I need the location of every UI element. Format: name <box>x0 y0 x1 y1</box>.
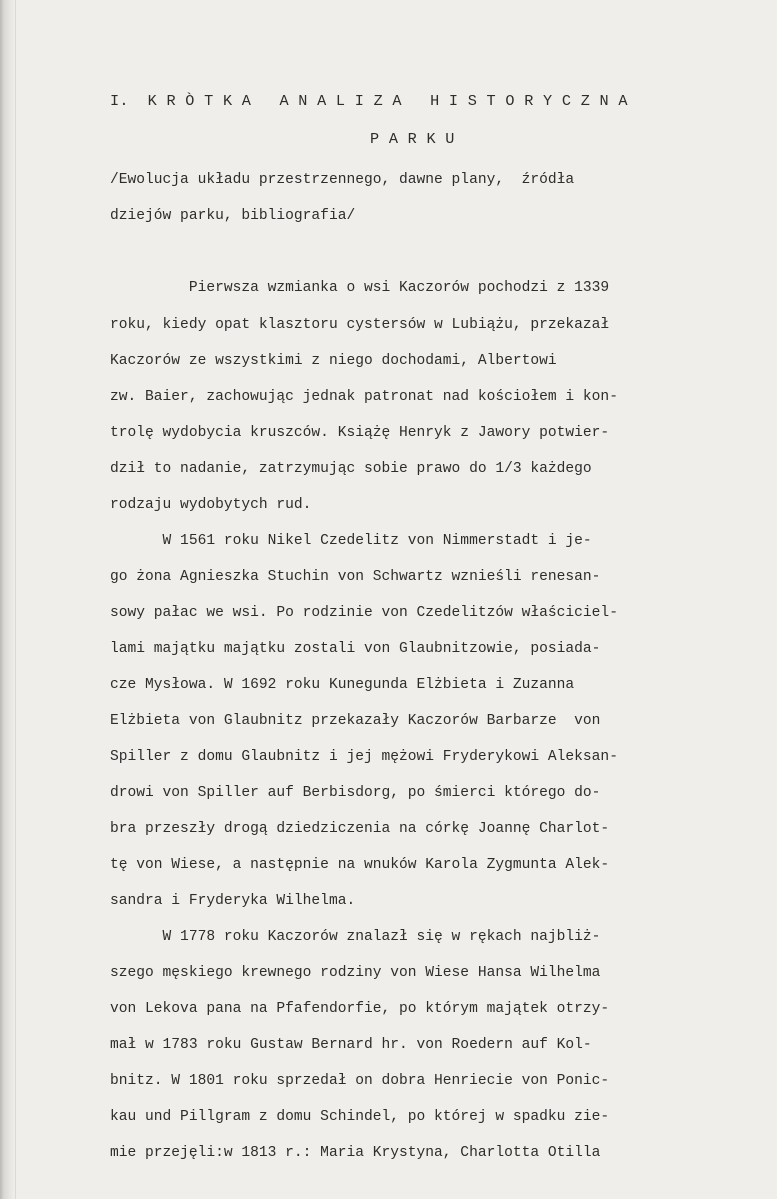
body-line: sowy pałac we wsi. Po rodzinie von Czedelitzów właściciel- <box>110 605 618 621</box>
body-line: cze Mysłowa. W 1692 roku Kunegunda Elżbieta i Zuzanna <box>110 677 575 693</box>
body-line: dził to nadanie, zatrzymując sobie prawo do 1/3 każdego <box>110 461 592 477</box>
body-line: zw. Baier, zachowując jednak patronat nad kościołem i kon- <box>110 389 618 405</box>
body-line: von Lekova pana na Pfafendorfie, po którym majątek otrzy- <box>110 1001 610 1017</box>
body-line: Kaczorów ze wszystkimi z niego dochodami, Albertowi <box>110 353 557 369</box>
subtitle-line: dziejów parku, bibliografia/ <box>110 208 356 224</box>
body-line: mie przejęli:w 1813 r.: Maria Krystyna, Charlotta Otilla <box>110 1145 601 1161</box>
body-line: drowi von Spiller auf Berbisdorg, po śmierci którego do- <box>110 785 601 801</box>
body-line: mał w 1783 roku Gustaw Bernard hr. von Roedern auf Kol- <box>110 1037 592 1053</box>
body-line: szego męskiego krewnego rodziny von Wiese Hansa Wilhelma <box>110 965 601 981</box>
body-line: Spiller z domu Glaubnitz i jej mężowi Fryderykowi Aleksan- <box>110 749 618 765</box>
chapter-title-continued: P A R K U <box>370 130 455 148</box>
body-line: lami majątku majątku zostali von Glaubnitzowie, posiada- <box>110 641 601 657</box>
body-line: W 1561 roku Nikel Czedelitz von Nimmerstadt i je- <box>110 533 592 549</box>
body-line: sandra i Fryderyka Wilhelma. <box>110 893 356 909</box>
body-line: tę von Wiese, a następnie na wnuków Karola Zygmunta Alek- <box>110 857 610 873</box>
body-line: Elżbieta von Glaubnitz przekazały Kaczorów Barbarze von <box>110 713 601 729</box>
subtitle-line: /Ewolucja układu przestrzennego, dawne plany, źródła <box>110 172 575 188</box>
body-line: bnitz. W 1801 roku sprzedał on dobra Henriecie von Ponic- <box>110 1073 610 1089</box>
body-line: bra przeszły drogą dziedziczenia na córkę Joannę Charlot- <box>110 821 610 837</box>
page-binding-edge <box>0 0 16 1199</box>
body-line: go żona Agnieszka Stuchin von Schwartz wznieśli renesan- <box>110 569 601 585</box>
body-line: trolę wydobycia kruszców. Książę Henryk z Jawory potwier- <box>110 425 610 441</box>
body-line: kau und Pillgram z domu Schindel, po której w spadku zie- <box>110 1109 610 1125</box>
body-line: Pierwsza wzmianka o wsi Kaczorów pochodzi z 1339 <box>110 280 610 296</box>
body-line: roku, kiedy opat klasztoru cystersów w Lubiążu, przekazał <box>110 317 610 333</box>
body-line: W 1778 roku Kaczorów znalazł się w rękach najbliż- <box>110 929 601 945</box>
chapter-title: I. K R Ò T K A A N A L I Z A H I S T O R Y C Z N A <box>110 92 628 110</box>
body-line: rodzaju wydobytych rud. <box>110 497 312 513</box>
